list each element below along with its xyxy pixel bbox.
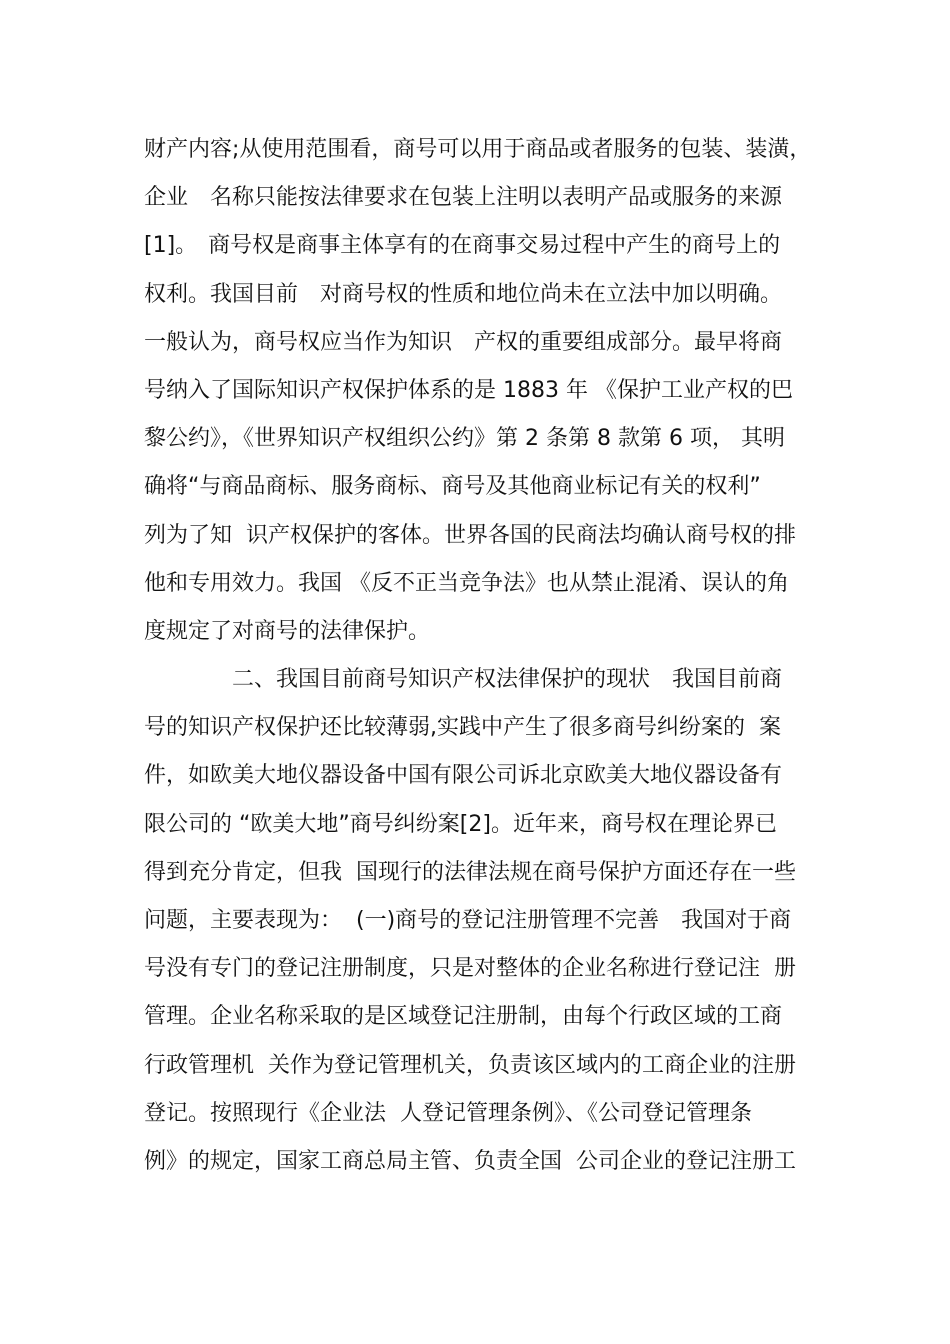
text-line: 号纳入了国际知识产权保护体系的是 1883 年 《保护工业产权的巴 (144, 377, 793, 403)
text-line: 黎公约》，《世界知识产权组织公约》第 2 条第 8 款第 6 项， 其明 (144, 426, 785, 452)
text-line: 财产内容;从使用范围看，商号可以用于商品或者服务的包装、装潢， (144, 137, 812, 162)
text-line: 件，如欧美大地仪器设备中国有限公司诉北京欧美大地仪器设备有 (144, 763, 783, 789)
text-line: 企业 名称只能按法律要求在包装上注明以表明产品或服务的来源 (144, 185, 783, 211)
text-line: 得到充分肯定，但我 国现行的法律法规在商号保护方面还存在一些 (144, 859, 796, 885)
text-line: 他和专用效力。我国 《反不正当竞争法》也从禁止混淆、误认的角 (144, 570, 789, 596)
section-heading-line: 二、我国目前商号知识产权法律保护的现状 我国目前商 (144, 667, 783, 693)
text-line: 度规定了对商号的法律保护。 (144, 618, 431, 644)
text-line: 例》的规定，国家工商总局主管、负责全国 公司企业的登记注册工 (144, 1148, 796, 1174)
text-line: 确将“与商品商标、服务商标、商号及其他商业标记有关的权利” (144, 474, 761, 500)
text-line: 问题，主要表现为： (一)商号的登记注册管理不完善 我国对于商 (144, 908, 792, 933)
text-line: 号的知识产权保护还比较薄弱,实践中产生了很多商号纠纷案的 案 (144, 715, 781, 741)
text-line: 管理。企业名称采取的是区域登记注册制，由每个行政区域的工商 (144, 1004, 783, 1030)
text-line: 登记。按照现行《企业法 人登记管理条例》、《公司登记管理条 (144, 1100, 752, 1126)
text-line: 权利。我国目前 对商号权的性质和地位尚未在立法中加以明确。 (144, 281, 783, 307)
text-line: [1]。 商号权是商事主体享有的在商事交易过程中产生的商号上的 (144, 233, 781, 259)
text-line: 行政管理机 关作为登记管理机关，负责该区域内的工商企业的注册 (144, 1052, 796, 1078)
text-line: 限公司的 “欧美大地”商号纠纷案[2]。近年来，商号权在理论界已 (144, 811, 777, 837)
body-text (144, 126, 824, 1186)
text-line: 一般认为，商号权应当作为知识 产权的重要组成部分。最早将商 (144, 329, 783, 355)
text-line: 列为了知 识产权保护的客体。世界各国的民商法均确认商号权的排 (144, 522, 796, 548)
text-line: 号没有专门的登记注册制度，只是对整体的企业名称进行登记注 册 (144, 956, 796, 982)
